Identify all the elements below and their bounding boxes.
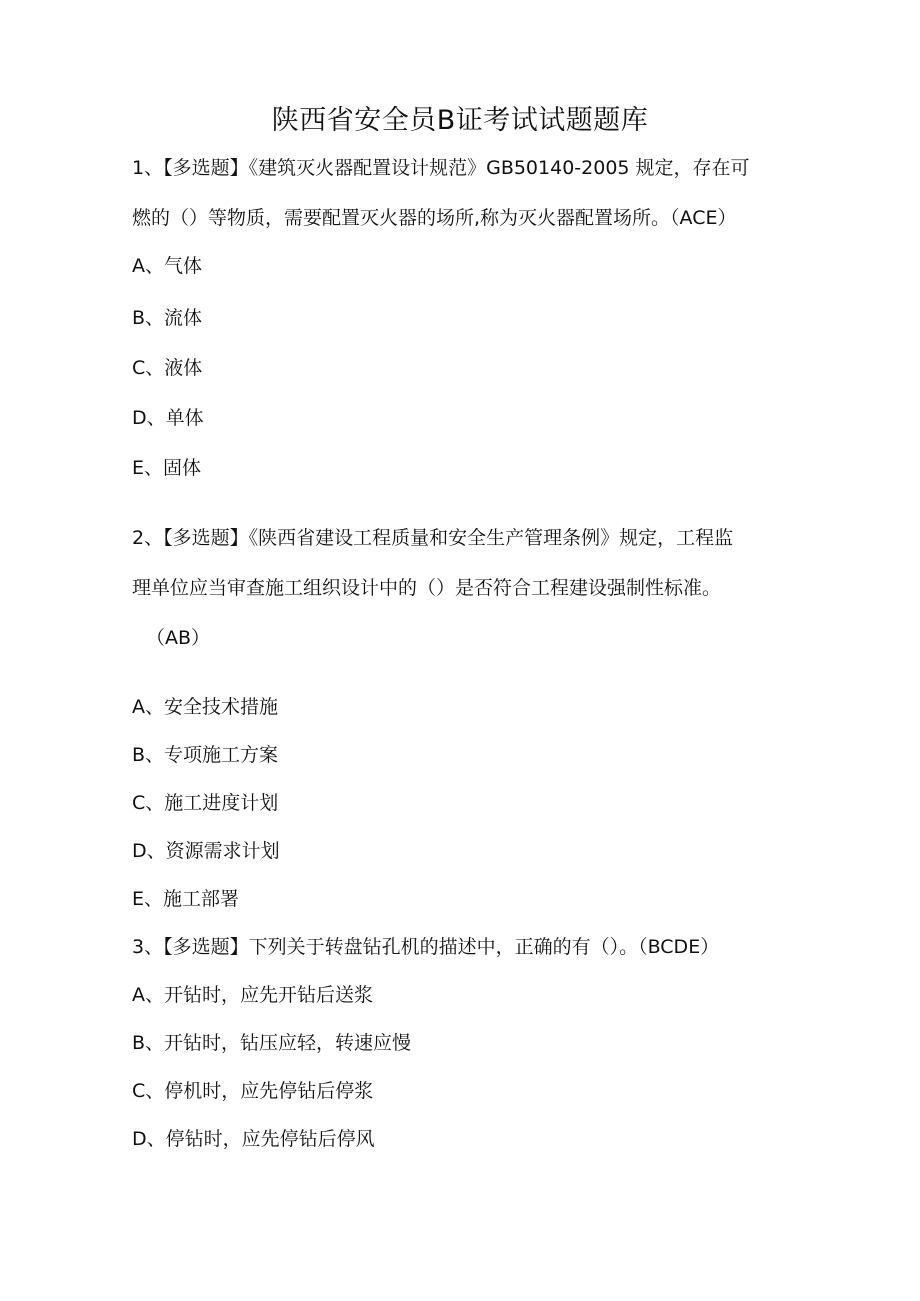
question-3-option-b: B、开钻时，钻压应轻，转速应慢 xyxy=(132,1032,412,1054)
question-2-answer: （AB） xyxy=(146,627,211,649)
question-1-option-a: A、气体 xyxy=(132,255,202,277)
question-2-option-d: D、资源需求计划 xyxy=(132,840,280,862)
question-2-option-a: A、安全技术措施 xyxy=(132,696,278,718)
question-2-text-line-2: 理单位应当审查施工组织设计中的（）是否符合工程建设强制性标准。 xyxy=(132,577,722,599)
question-2-option-e: E、施工部署 xyxy=(132,888,240,910)
page-title: 陕西省安全员B证考试试题题库 xyxy=(271,105,649,136)
question-3-option-c: C、停机时，应先停钻后停浆 xyxy=(132,1080,374,1102)
question-1-text-line-2: 燃的（）等物质，需要配置灭火器的场所,称为灭火器配置场所。（ACE） xyxy=(132,207,737,229)
question-3-option-a: A、开钻时，应先开钻后送浆 xyxy=(132,984,373,1006)
question-2-text-line-1: 2、【多选题】《陕西省建设工程质量和安全生产管理条例》规定，工程监 xyxy=(132,527,734,549)
question-2-option-b: B、专项施工方案 xyxy=(132,744,279,766)
question-1-option-c: C、液体 xyxy=(132,357,203,379)
question-1-option-e: E、固体 xyxy=(132,457,202,479)
question-1-text-line-1: 1、【多选题】《建筑灭火器配置设计规范》GB50140-2005 规定，存在可 xyxy=(132,157,750,179)
question-2-option-c: C、施工进度计划 xyxy=(132,792,279,814)
question-3-text-line-1: 3、【多选题】下列关于转盘钻孔机的描述中，正确的有（）。（BCDE） xyxy=(132,936,720,958)
question-3-option-d: D、停钻时，应先停钻后停风 xyxy=(132,1128,375,1150)
question-1-option-d: D、单体 xyxy=(132,407,204,429)
question-1-option-b: B、流体 xyxy=(132,307,203,329)
